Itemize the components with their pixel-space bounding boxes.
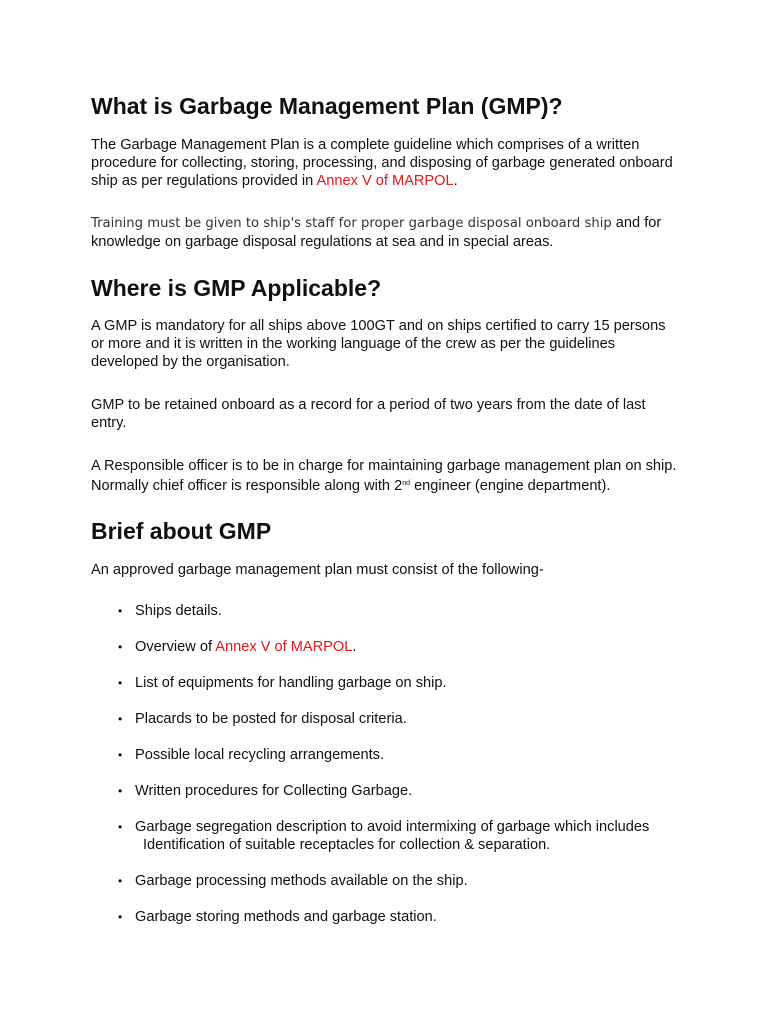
bullet-icon: • [118, 874, 123, 888]
list-item-continuation: Identification of suitable receptacles for collection & separation. [143, 837, 551, 853]
gmp-definition-text: The Garbage Management Plan is a complete guideline which comprises of a written procedure for collecting, storing, processing, and disposing of garbage generated onboard ship as per regulations provided in [91, 137, 673, 189]
list-item-text: Garbage processing methods available on the ship. [135, 873, 468, 889]
responsible-officer-text-end: engineer (engine department). [410, 478, 611, 494]
heading-what-is-gmp: What is Garbage Management Plan (GMP)? [91, 93, 563, 119]
paragraph-list-intro: An approved garbage management plan must consist of the following- [91, 562, 544, 578]
paragraph-mandatory: A GMP is mandatory for all ships above 100GT and on ships certified to carry 15 persons or more and it is written in the working language of the crew as per the guidelines developed by the organisation. [91, 318, 666, 370]
period: . [453, 173, 458, 189]
list-item-text: Ships details. [135, 603, 222, 619]
paragraph-retained: GMP to be retained onboard as a record for a period of two years from the date of last entry. [91, 397, 646, 431]
bullet-icon: • [118, 910, 123, 924]
annex-v-marpol-link[interactable]: Annex V of MARPOL [316, 173, 454, 189]
heading-where-applicable: Where is GMP Applicable? [91, 275, 382, 301]
bullet-icon: • [118, 784, 123, 798]
superscript-nd: nd [402, 480, 411, 487]
list-item-text [135, 818, 695, 854]
list-item-text: Placards to be posted for disposal criteria. [135, 711, 407, 727]
list-item-text: Written procedures for Collecting Garbage. [135, 783, 413, 799]
list-item-segregation-text: Garbage segregation description to avoid intermixing of garbage which includes [135, 819, 650, 835]
period: . [352, 639, 357, 655]
training-rest-text: and for knowledge on garbage disposal regulations at sea and in special areas. [91, 215, 662, 250]
bullet-icon: • [118, 676, 123, 690]
bullet-icon: • [118, 604, 123, 618]
paragraph-responsible-officer [91, 457, 681, 495]
annex-v-marpol-link[interactable]: Annex V of MARPOL [215, 639, 353, 655]
heading-brief-about-gmp: Brief about GMP [91, 518, 272, 544]
training-text: Training must be given to ship's staff for proper garbage disposal onboard ship [91, 216, 612, 231]
bullet-icon: • [118, 712, 123, 726]
paragraph-gmp-definition [91, 136, 681, 190]
bullet-icon: • [118, 820, 123, 834]
list-item-text: List of equipments for handling garbage on ship. [135, 675, 447, 691]
list-item-text [135, 638, 695, 656]
list-item-text: Possible local recycling arrangements. [135, 747, 385, 763]
list-item-text: Garbage storing methods and garbage station. [135, 909, 437, 925]
list-item-overview-text: Overview of [135, 639, 216, 655]
bullet-icon: • [118, 640, 123, 654]
paragraph-training [91, 214, 681, 251]
responsible-officer-text: A Responsible officer is to be in charge for maintaining garbage management plan on ship. Normally chief officer is responsible along with 2 [91, 458, 677, 494]
bullet-icon: • [118, 748, 123, 762]
